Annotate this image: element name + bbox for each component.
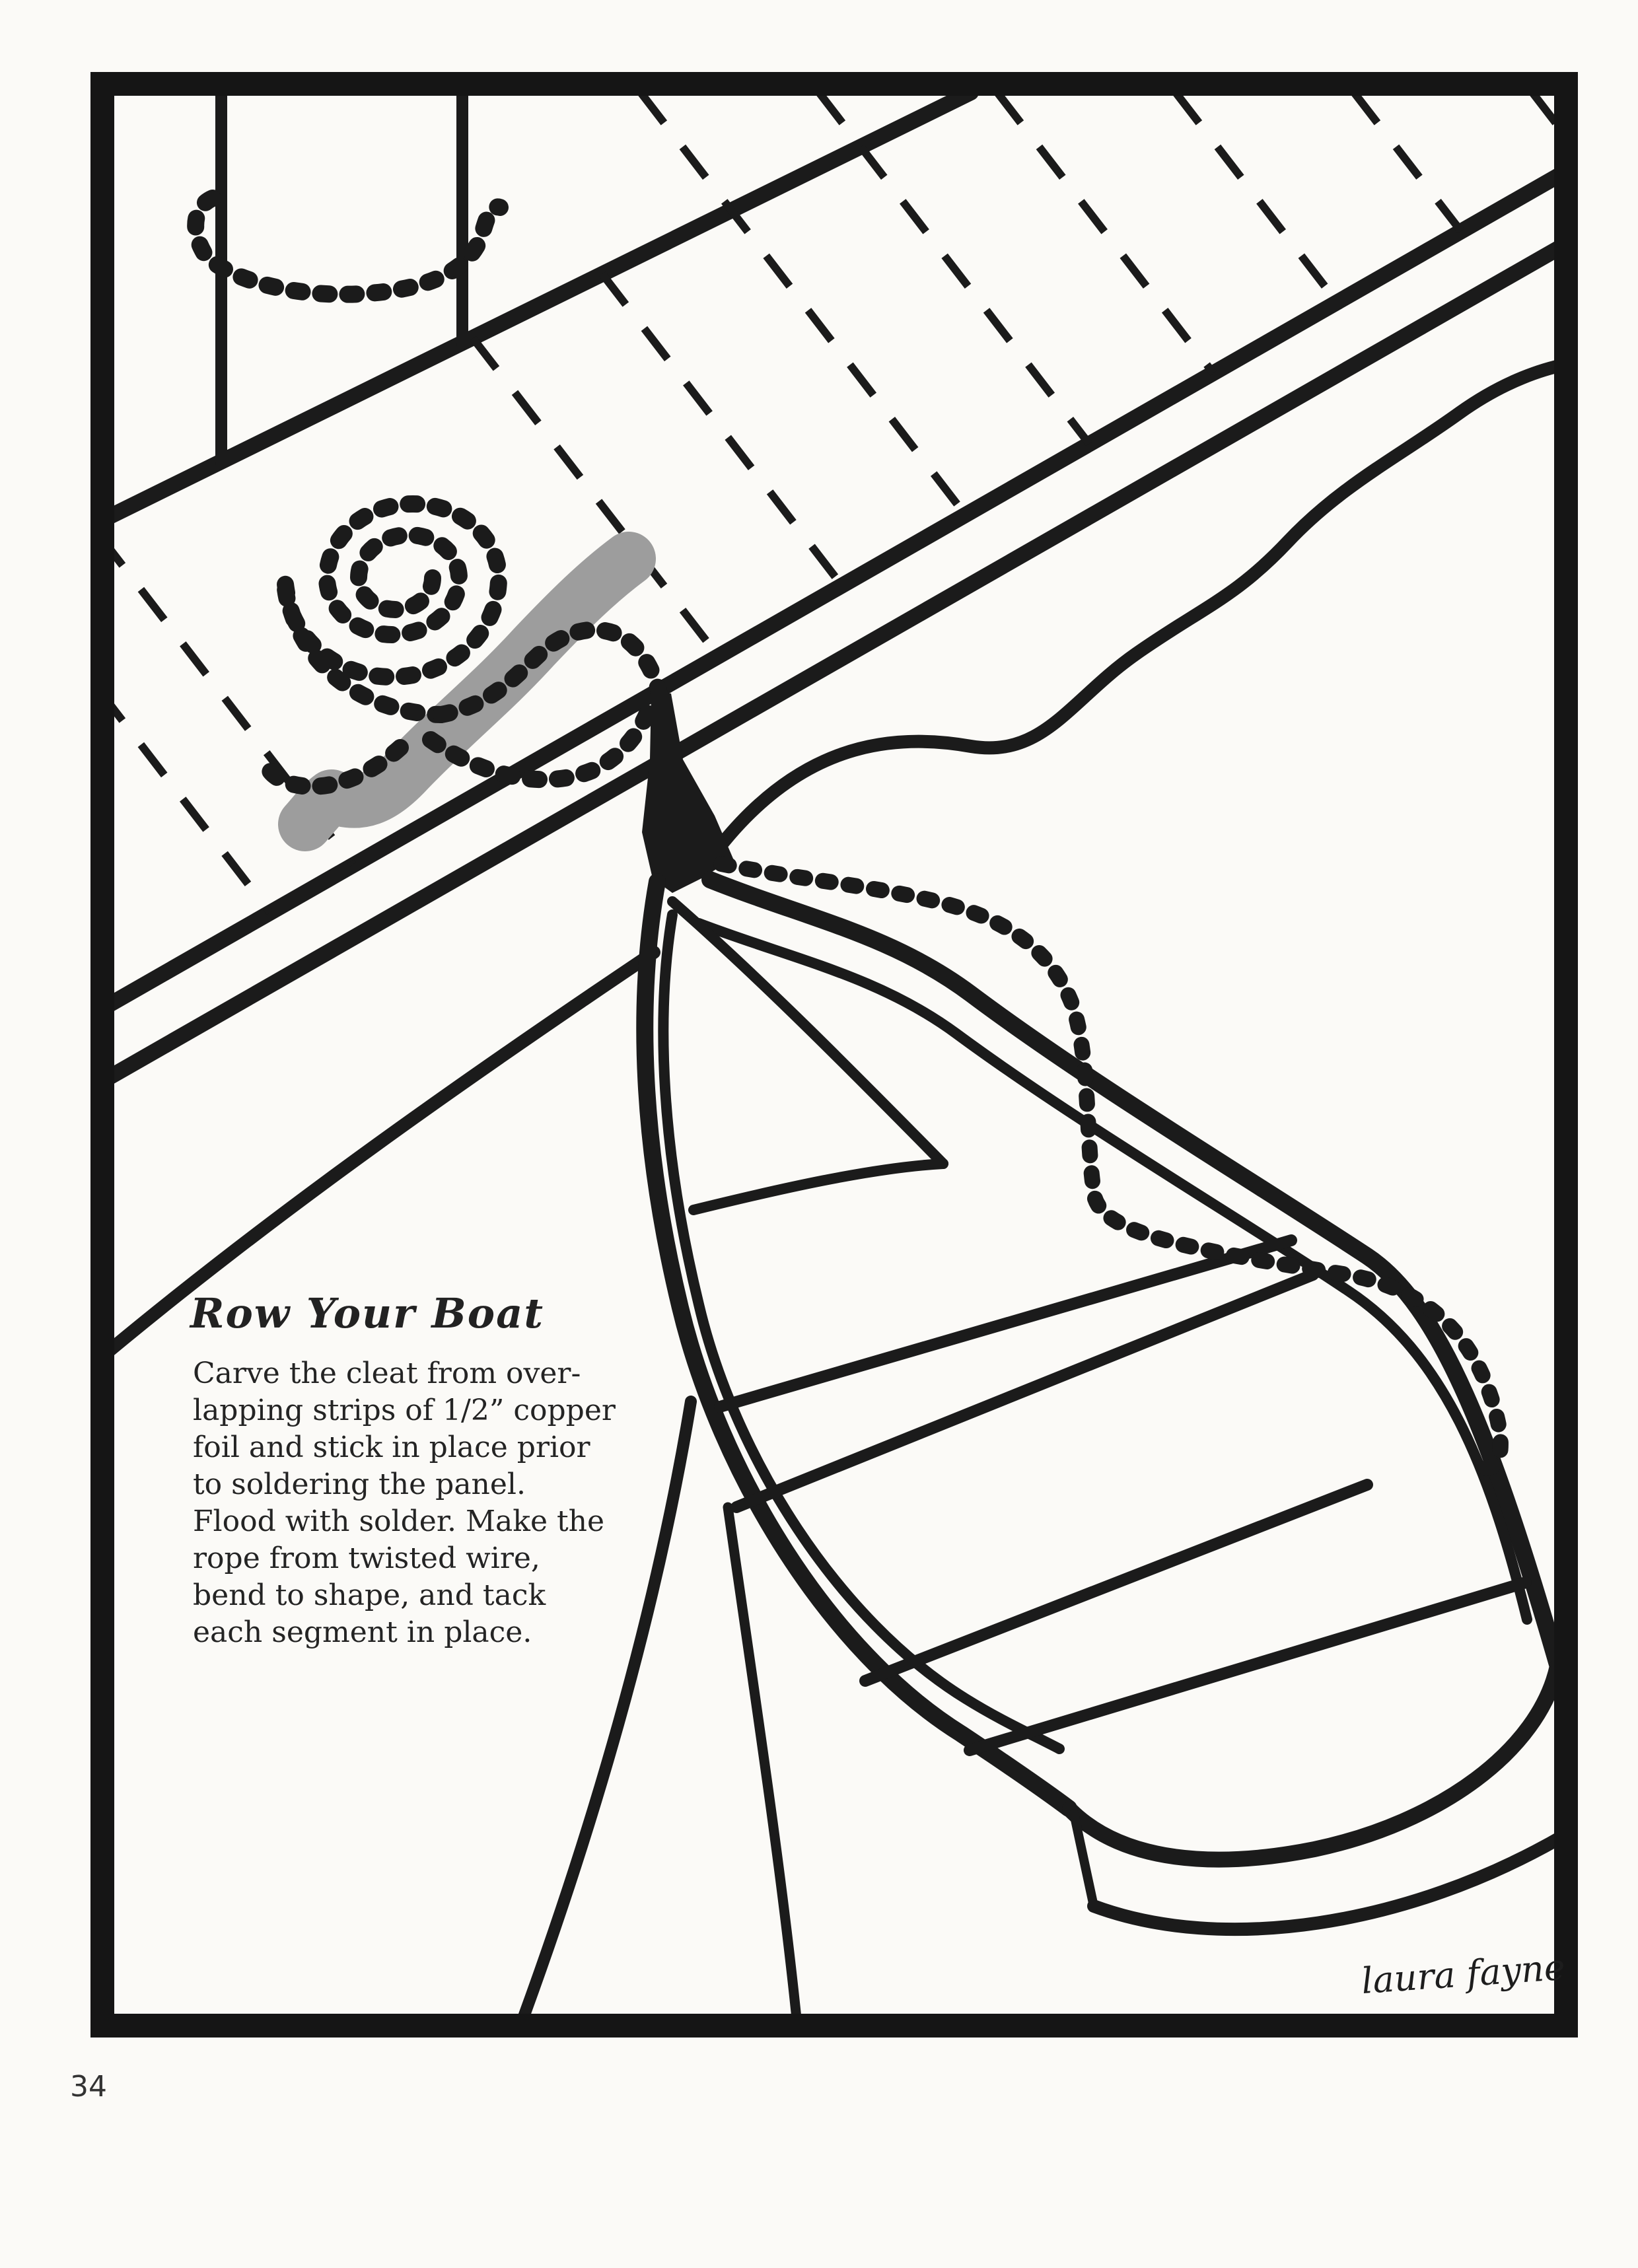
bow-deck-edge: [672, 902, 943, 1164]
instruction-line: each segment in place.: [193, 1615, 532, 1649]
instruction-line: foil and stick in place prior: [193, 1431, 590, 1464]
gunwale-right-inner: [699, 923, 1527, 1619]
instruction-line: Carve the cleat from over-: [193, 1357, 581, 1390]
post-rope-loop: [196, 198, 500, 295]
pattern-title: Row Your Boat: [190, 1289, 544, 1337]
water-line-upper-right: [717, 365, 1565, 851]
rowboat: [645, 880, 1557, 1906]
instruction-line: bend to shape, and tack: [193, 1578, 546, 1612]
gunwale-right-outer: [710, 880, 1557, 1664]
water-line-lower-left-2: [728, 1507, 797, 2018]
instruction-line: rope from twisted wire,: [193, 1542, 540, 1575]
instructions-text: [193, 1355, 616, 1651]
instruction-line: lapping strips of 1/2” copper: [193, 1394, 616, 1427]
instruction-line: Flood with solder. Make the: [193, 1505, 605, 1538]
instruction-line: to soldering the panel.: [193, 1468, 526, 1501]
bow-deck-base: [694, 1164, 943, 1210]
seat-1-back-edge: [736, 1275, 1313, 1507]
page-number: 34: [70, 2070, 107, 2104]
dock-far-rail: [99, 92, 971, 522]
artist-signature: laura fayne: [1360, 1946, 1567, 2002]
